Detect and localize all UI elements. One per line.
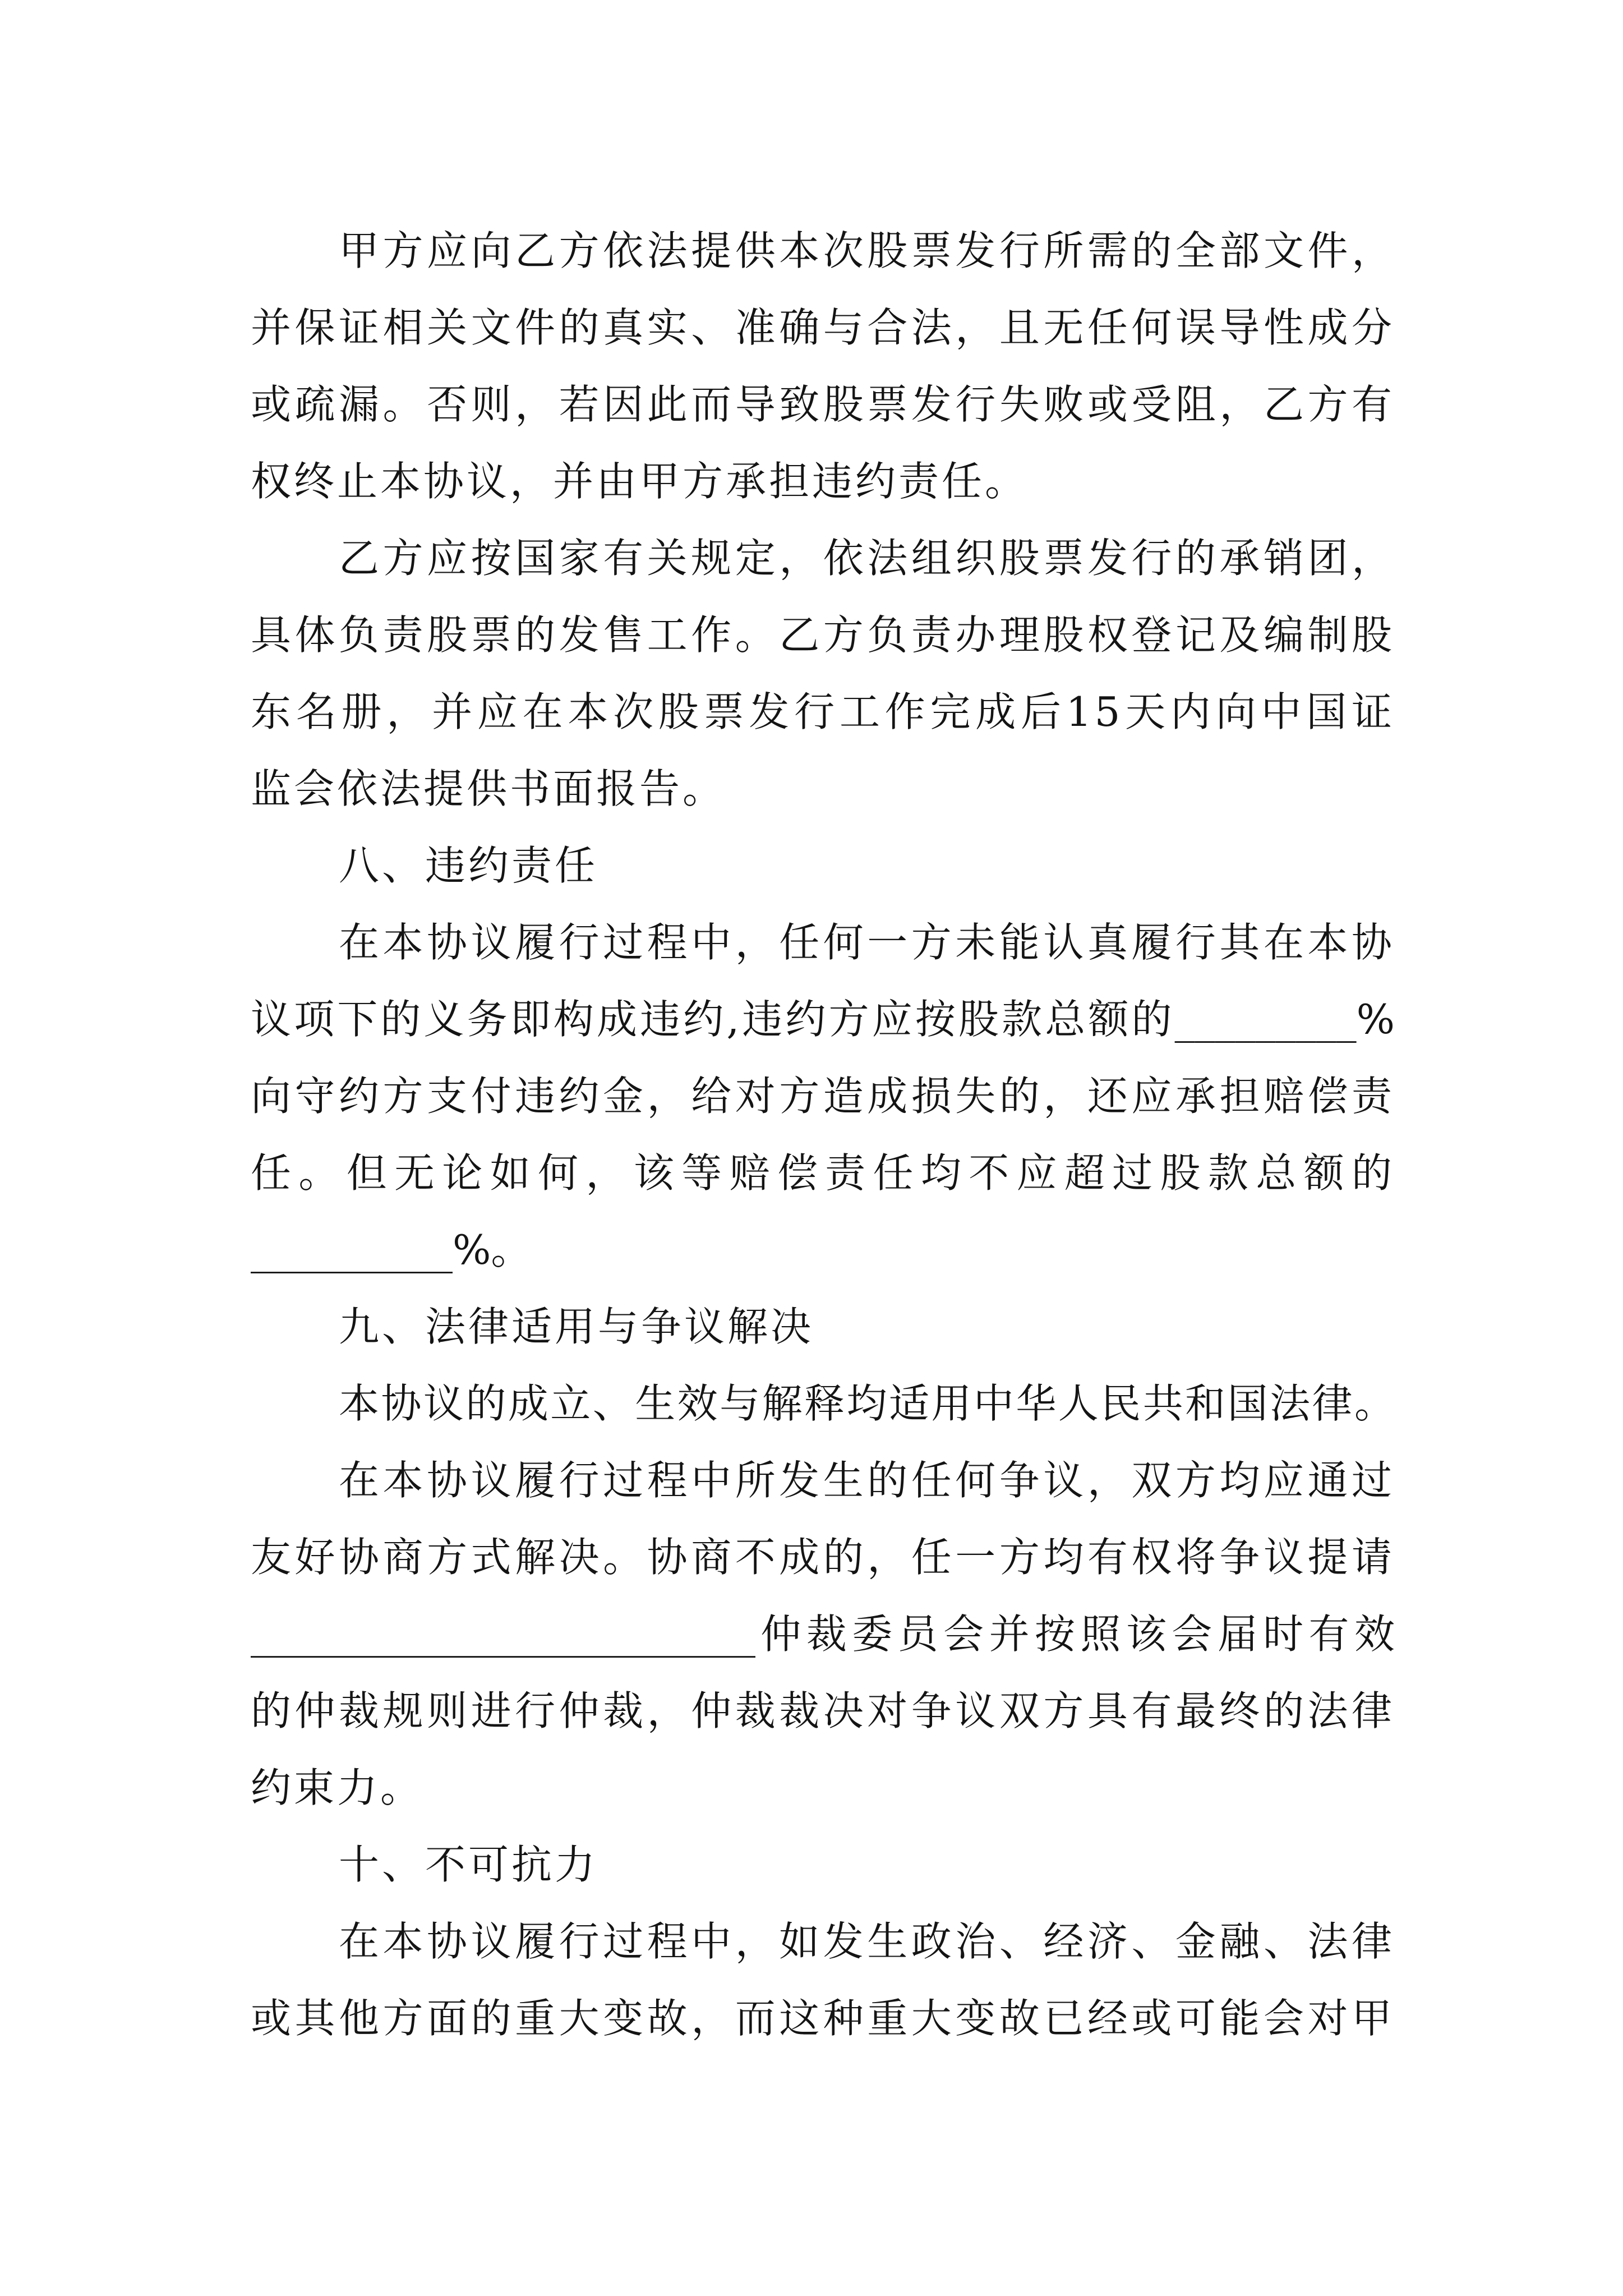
section-heading-force-majeure bbox=[251, 1826, 1395, 1903]
paragraph-line: 在本协议履行过程中，如发生政治、经济、金融、法律 bbox=[339, 1918, 1395, 1965]
paragraph-line: 或其他方面的重大变故，而这种重大变故已经或可能会对甲 bbox=[251, 1995, 1395, 2042]
paragraph-line: 甲方应向乙方依法提供本次股票发行所需的全部文件， bbox=[339, 227, 1395, 274]
paragraph-line-with-blank: _________________________仲裁委员会并按照该会届时有效 bbox=[251, 1611, 1395, 1658]
document-body bbox=[251, 213, 1395, 2057]
paragraph-line-with-blank: 议项下的义务即构成违约,违约方应按股款总额的_________% bbox=[251, 996, 1395, 1043]
paragraph-line: 本协议的成立、生效与解释均适用中华人民共和国法律。 bbox=[339, 1380, 1395, 1427]
paragraph-breach-liability bbox=[251, 904, 1395, 1289]
paragraph-line: 在本协议履行过程中所发生的任何争议，双方均应通过 bbox=[339, 1457, 1395, 1504]
paragraph-governing-law bbox=[251, 1365, 1395, 1442]
paragraph-line: 权终止本协议，并由甲方承担违约责任。 bbox=[251, 458, 1029, 505]
section-heading: 八、违约责任 bbox=[339, 842, 598, 889]
paragraph-line: 约束力。 bbox=[251, 1764, 424, 1811]
paragraph-line: 或疏漏。否则，若因此而导致股票发行失败或受阻，乙方有 bbox=[251, 381, 1395, 428]
paragraph-line: 的仲裁规则进行仲裁，仲裁裁决对争议双方具有最终的法律 bbox=[251, 1687, 1395, 1734]
paragraph-line: 东名册，并应在本次股票发行工作完成后15天内向中国证 bbox=[251, 688, 1395, 735]
paragraph-line: 监会依法提供书面报告。 bbox=[251, 765, 726, 812]
paragraph-line-with-blank: __________%。 bbox=[251, 1226, 532, 1273]
paragraph-line: 具体负责股票的发售工作。乙方负责办理股权登记及编制股 bbox=[251, 611, 1395, 659]
section-heading: 九、法律适用与争议解决 bbox=[339, 1303, 814, 1350]
paragraph-line: 在本协议履行过程中，任何一方未能认真履行其在本协 bbox=[339, 919, 1395, 966]
paragraph-line: 任。但无论如何，该等赔偿责任均不应超过股款总额的 bbox=[251, 1149, 1395, 1197]
paragraph-party-a-documents bbox=[251, 213, 1395, 520]
section-heading-law bbox=[251, 1289, 1395, 1365]
paragraph-line: 友好协商方式解决。协商不成的，任一方均有权将争议提请 bbox=[251, 1534, 1395, 1581]
paragraph-dispute-resolution bbox=[251, 1442, 1395, 1826]
section-heading: 十、不可抗力 bbox=[339, 1841, 598, 1888]
paragraph-line: 乙方应按国家有关规定，依法组织股票发行的承销团， bbox=[339, 535, 1395, 582]
section-heading-breach bbox=[251, 827, 1395, 904]
paragraph-force-majeure bbox=[251, 1903, 1395, 2057]
paragraph-line: 并保证相关文件的真实、准确与合法，且无任何误导性成分 bbox=[251, 304, 1395, 351]
paragraph-line: 向守约方支付违约金，给对方造成损失的，还应承担赔偿责 bbox=[251, 1073, 1395, 1120]
paragraph-party-b-underwriting bbox=[251, 520, 1395, 827]
